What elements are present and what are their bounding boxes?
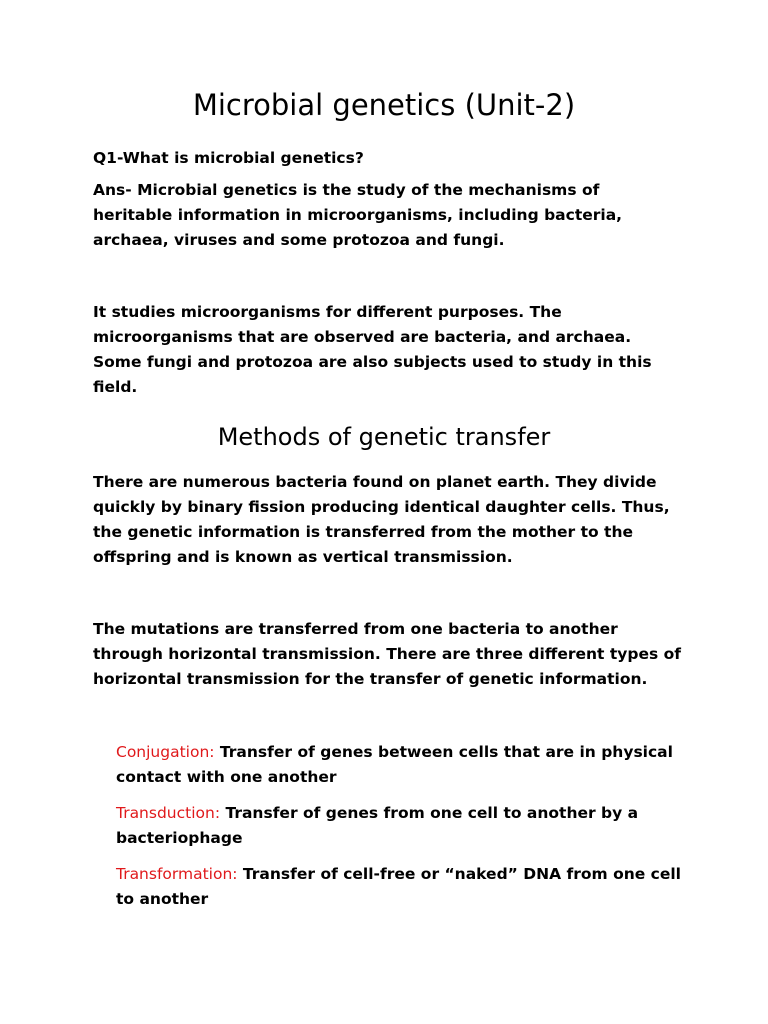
method-item-transformation — [116, 862, 686, 912]
vertical-transmission-paragraph: There are numerous bacteria found on planet earth. They divide quickly by binary fission producing identical daughter cells. Thus, the genetic information is transferred from the mother to the offspring and is known as vertical transmission. — [93, 473, 670, 566]
answer-paragraph: Ans- Microbial genetics is the study of the mechanisms of heritable information in microorganisms, including bacteria, archaea, viruses and some protozoa and fungi. — [93, 181, 623, 249]
section-heading: Methods of genetic transfer — [217, 423, 551, 451]
method-item-conjugation — [116, 740, 686, 790]
method-description: Transfer of genes from one cell to another by a bacteriophage — [116, 804, 639, 847]
method-item-transduction — [116, 801, 686, 851]
method-description: Transfer of genes between cells that are in physical contact with one another — [116, 743, 673, 786]
purpose-paragraph: It studies microorganisms for different purposes. The microorganisms that are observed are bacteria, and archaea. Some fungi and protozoa are also subjects used to study in this field. — [93, 303, 652, 396]
method-term: Transformation: — [116, 865, 238, 883]
horizontal-transmission-paragraph: The mutations are transferred from one bacteria to another through horizontal transmission. There are three different types of horizontal transmission for the transfer of genetic information. — [93, 620, 681, 688]
question-text: Q1-What is microbial genetics? — [93, 149, 364, 167]
method-description: Transfer of cell-free or “naked” DNA from one cell to another — [116, 865, 681, 908]
method-term: Conjugation: — [116, 743, 215, 761]
method-term: Transduction: — [116, 804, 221, 822]
page-title: Microbial genetics (Unit-2) — [192, 88, 576, 122]
